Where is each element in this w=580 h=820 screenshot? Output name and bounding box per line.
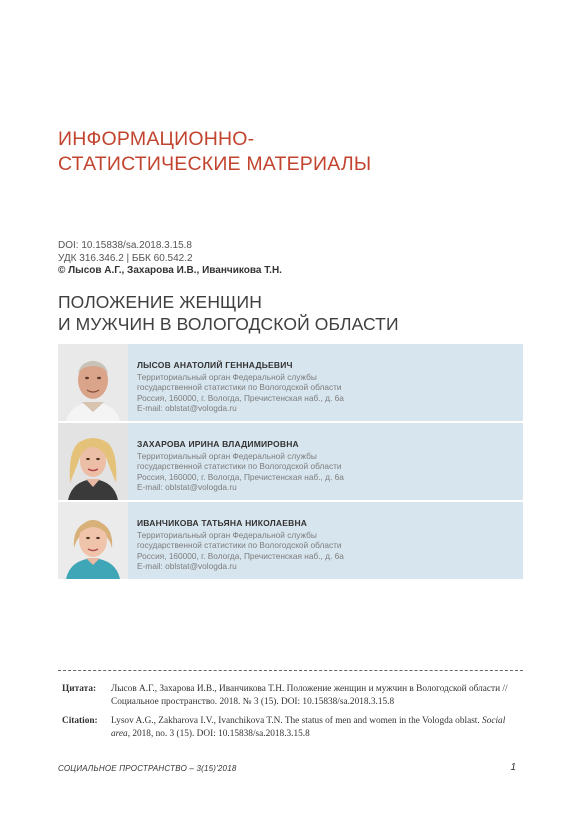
page-number: 1 — [510, 762, 516, 773]
section-title-line-1: ИНФОРМАЦИОННО- — [58, 128, 255, 150]
citation-ru-text: Лысов А.Г., Захарова И.В., Иванчикова Т.Н. Положение женщин и мужчин в Вологодской области // Социальное пространство. 2018. № 3 (15). DOI: 10.15838/sa.2018.3.15.8 — [111, 684, 508, 707]
author-email[interactable]: E-mail: oblstat@vologda.ru — [137, 403, 237, 414]
doi: DOI: 10.15838/sa.2018.3.15.8 — [58, 240, 192, 251]
author-email[interactable]: E-mail: oblstat@vologda.ru — [137, 561, 237, 572]
author-address: Россия, 160000, г. Вологда, Пречистенская наб., д. 6а — [137, 392, 344, 403]
citation-en-text-after: , 2018, no. 3 (15). DOI: 10.15838/sa.2018.3.15.8 — [127, 728, 310, 739]
author-info — [137, 439, 515, 493]
article-title — [58, 291, 528, 335]
author-address: Россия, 160000, г. Вологда, Пречистенская наб., д. 6а — [137, 471, 344, 482]
footer-journal: СОЦИАЛЬНОЕ ПРОСТРАНСТВО – 3(15)'2018 — [58, 764, 237, 773]
section-title-line-2: СТАТИСТИЧЕСКИЕ МАТЕРИАЛЫ — [58, 153, 372, 175]
author-photo — [58, 502, 128, 579]
article-title-line-2: И МУЖЧИН В ВОЛОГОДСКОЙ ОБЛАСТИ — [58, 314, 399, 334]
author-address: Россия, 160000, г. Вологда, Пречистенская наб., д. 6а — [137, 550, 344, 561]
udk-bbk: УДК 316.346.2 | ББК 60.542.2 — [58, 252, 193, 264]
article-title-line-1: ПОЛОЖЕНИЕ ЖЕНЩИН — [58, 292, 262, 312]
author-name: ЛЫСОВ АНАТОЛИЙ ГЕННАДЬЕВИЧ — [137, 360, 293, 370]
article-meta — [58, 240, 282, 278]
author-list — [58, 344, 523, 581]
citation-en — [58, 715, 523, 740]
author-org-line-1: Территориальный орган Федеральной службы — [137, 450, 317, 461]
author-org-line-2: государственной статистики по Вологодской области — [137, 461, 342, 472]
author-info — [137, 518, 515, 572]
citation-en-text-before: Lysov A.G., Zakharova I.V., Ivanchikova T.N. The status of men and women in the Vologda oblast. — [111, 716, 483, 726]
author-photo — [58, 344, 128, 421]
author-org-line-1: Территориальный орган Федеральной службы — [137, 529, 317, 540]
author-org-line-2: государственной статистики по Вологодской области — [137, 540, 342, 551]
citation-en-label: Citation: — [62, 716, 98, 726]
author-name: ЗАХАРОВА ИРИНА ВЛАДИМИРОВНА — [137, 439, 299, 449]
section-title — [58, 127, 528, 177]
author-org-line-1: Территориальный орган Федеральной службы — [137, 371, 317, 382]
author-photo — [58, 423, 128, 500]
author-card — [58, 423, 523, 500]
citation-divider — [58, 670, 523, 671]
citation-ru — [58, 683, 523, 708]
author-email[interactable]: E-mail: oblstat@vologda.ru — [137, 482, 237, 493]
citation-en-journal: Social area — [111, 716, 506, 739]
author-card — [58, 502, 523, 579]
copyright: © Лысов А.Г., Захарова И.В., Иванчикова Т.Н. — [58, 265, 282, 276]
author-card — [58, 344, 523, 421]
citation-en-text — [111, 715, 523, 740]
author-info — [137, 360, 515, 414]
author-name: ИВАНЧИКОВА ТАТЬЯНА НИКОЛАЕВНА — [137, 518, 308, 528]
author-org-line-2: государственной статистики по Вологодской области — [137, 382, 342, 393]
citation-ru-label: Цитата: — [62, 684, 97, 694]
